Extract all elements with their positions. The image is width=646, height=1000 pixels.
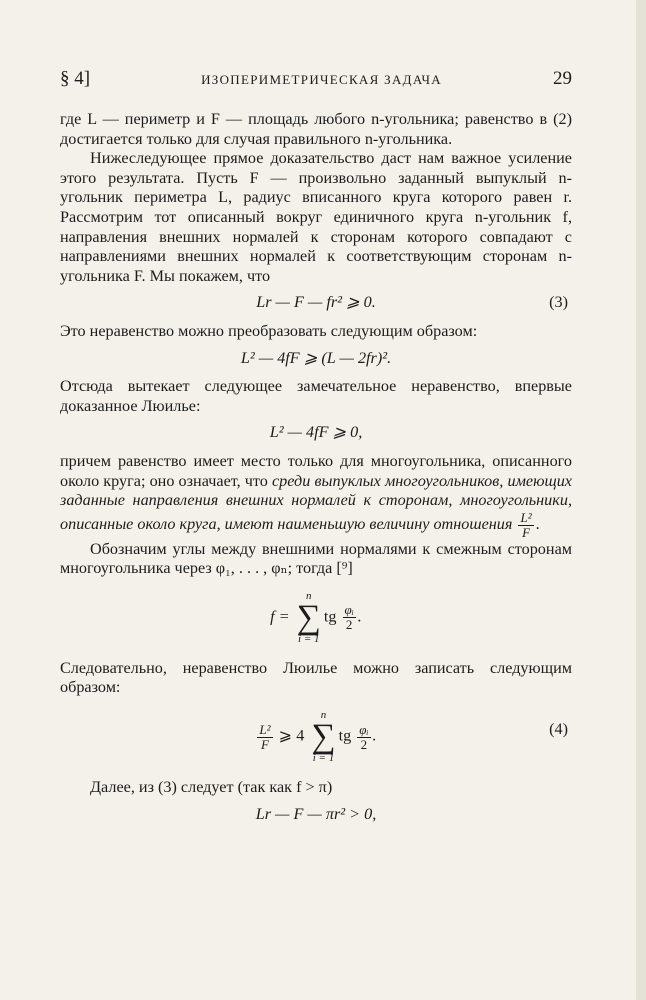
eq4-lhs-numerator: L² xyxy=(259,721,271,737)
paragraph-8: Далее, из (3) следует (так как f > π) xyxy=(90,778,333,797)
page-number: 29 xyxy=(553,68,572,89)
paragraph-5-italic: среди выпуклых многоугольников, имеющих заданные направления внешних нормалей к сторонам, многоугольники, описанные около круга, имеют наименьшую величину отношения xyxy=(60,471,572,533)
eq4-sum-symbol xyxy=(311,710,335,764)
equation-4 xyxy=(60,710,572,764)
eq4-tg-function: tg xyxy=(338,726,352,745)
eq4-half-angle-fraction xyxy=(357,723,370,752)
paragraph-6: Обозначим углы между внешними нормалями к смежным сторонам многоугольника через φ₁, . . . , φₙ; тогда [⁹] xyxy=(60,539,572,578)
equation-lhuilier xyxy=(60,423,572,443)
half-angle-denominator: 2 xyxy=(345,617,353,633)
equation-f-lhs: f = xyxy=(270,607,290,626)
ratio-fraction xyxy=(518,511,533,540)
equation-f-end: . xyxy=(357,607,362,626)
eq4-relation: ⩾ 4 xyxy=(278,726,305,745)
equation-final-formula: Lr — F — πr² > 0, xyxy=(255,804,377,823)
paragraph-4: Отсюда вытекает следующее замечательное неравенство, впервые доказанное Люилье: xyxy=(60,377,572,415)
equation-4-number: (4) xyxy=(549,720,568,739)
equation-lhuilier-formula: L² — 4fF ⩾ 0, xyxy=(269,423,363,442)
paragraph-5-end: . xyxy=(535,514,540,533)
eq4-half-angle-denominator: 2 xyxy=(360,736,368,752)
sigma-icon: ∑ xyxy=(296,598,321,636)
equation-final xyxy=(60,805,572,825)
sum-lower: i = 1 xyxy=(298,632,320,645)
equation-3-number: (3) xyxy=(549,293,568,312)
half-angle-fraction xyxy=(343,603,356,632)
paragraph-5-text: причем равенство имеет место только для многоугольника, описанного около круга; оно означает, что xyxy=(60,451,572,490)
ratio-numerator: L² xyxy=(520,509,532,525)
section-marker: § 4] xyxy=(60,68,91,89)
eq4-sum-upper: n xyxy=(320,709,327,722)
equation-f-sum xyxy=(60,591,572,645)
ratio-denominator: F xyxy=(522,524,531,540)
equation-3 xyxy=(60,293,572,313)
paragraph-7: Следовательно, неравенство Люилье можно записать следующим образом: xyxy=(60,658,572,697)
eq4-lhs-denominator: F xyxy=(261,736,269,752)
equation-3-formula: Lr — F — fr² ⩾ 0. xyxy=(256,293,376,312)
sigma-icon: ∑ xyxy=(311,718,336,756)
tg-function: tg xyxy=(323,607,337,626)
paragraph-5 xyxy=(60,452,572,540)
paragraph-1: где L — периметр и F — площадь любого n-угольника; равенство в (2) достигается только для случая правильного n-угольника. xyxy=(60,110,572,148)
body-text xyxy=(60,110,572,833)
sum-symbol xyxy=(297,591,321,645)
page-header xyxy=(60,68,572,96)
eq4-end: . xyxy=(372,726,377,745)
running-title: ИЗОПЕРИМЕТРИЧЕСКАЯ ЗАДАЧА xyxy=(201,72,442,87)
eq4-sum-lower: i = 1 xyxy=(312,752,335,765)
page-edge xyxy=(636,0,646,1000)
sum-upper: n xyxy=(306,589,312,602)
eq4-half-angle-numerator: φᵢ xyxy=(359,721,369,737)
eq4-lhs-fraction xyxy=(257,723,272,752)
paragraph-3: Это неравенство можно преобразовать следующим образом: xyxy=(60,321,478,340)
equation-transform xyxy=(60,349,572,369)
half-angle-numerator: φᵢ xyxy=(344,602,354,618)
equation-transform-formula: L² — 4fF ⩾ (L — 2fr)². xyxy=(240,348,392,367)
paragraph-2: Нижеследующее прямое доказательство даст нам важное усиление этого результата. Пусть F — произвольно заданный выпуклый n-угольник периметра L, радиус вписанного круга которого равен r. Рассмотрим тот описанный вокруг единичного круга n-угольник f, направления внешних нормалей к сторонам которого совпадают с направлениями внешних нормалей к соответствующим сторонам n-угольника F. Мы покажем, что xyxy=(60,149,572,285)
